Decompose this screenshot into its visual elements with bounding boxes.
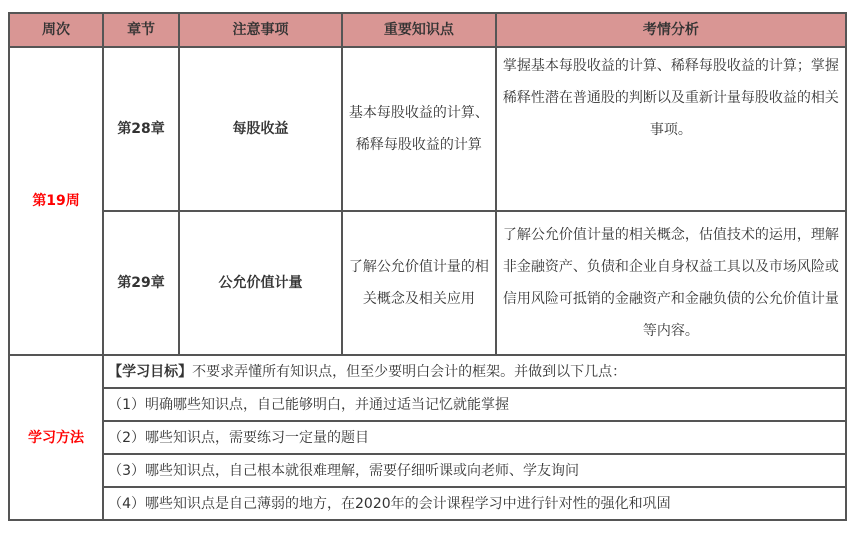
exam-analysis-cell: 了解公允价值计量的相关概念，估值技术的运用，理解非金融资产、负债和企业自身权益工具以及市场风险或信用风险可抵销的金融资产和金融负债的公允价值计量等内容。 bbox=[496, 211, 846, 355]
study-plan-container bbox=[8, 12, 847, 521]
chapter-cell: 第28章 bbox=[103, 47, 179, 211]
method-item-row bbox=[9, 454, 846, 487]
method-item-3: （3）哪些知识点，自己根本就很难理解，需要仔细听课或向老师、学友询问 bbox=[103, 454, 846, 487]
study-method-cell: 学习方法 bbox=[9, 355, 103, 520]
week-cell: 第19周 bbox=[9, 47, 103, 355]
method-item-4: （4）哪些知识点是自己薄弱的地方，在2020年的会计课程学习中进行针对性的强化和巩固 bbox=[103, 487, 846, 520]
method-item-2: （2）哪些知识点，需要练习一定量的题目 bbox=[103, 421, 846, 454]
study-goal-item bbox=[103, 355, 846, 388]
table-row-chapter-28 bbox=[9, 47, 846, 211]
table-row-chapter-29 bbox=[9, 211, 846, 355]
note-cell: 每股收益 bbox=[179, 47, 342, 211]
method-item-row bbox=[9, 388, 846, 421]
key-points-cell: 基本每股收益的计算、稀释每股收益的计算 bbox=[342, 47, 496, 211]
method-item-1: （1）明确哪些知识点，自己能够明白，并通过适当记忆就能掌握 bbox=[103, 388, 846, 421]
chapter-cell: 第29章 bbox=[103, 211, 179, 355]
header-exam-analysis: 考情分析 bbox=[496, 13, 846, 47]
header-notes: 注意事项 bbox=[179, 13, 342, 47]
key-points-cell: 了解公允价值计量的相关概念及相关应用 bbox=[342, 211, 496, 355]
method-goal-row bbox=[9, 355, 846, 388]
header-key-points: 重要知识点 bbox=[342, 13, 496, 47]
note-cell: 公允价值计量 bbox=[179, 211, 342, 355]
header-chapter: 章节 bbox=[103, 13, 179, 47]
study-plan-table bbox=[8, 12, 847, 521]
header-row bbox=[9, 13, 846, 47]
study-goal-text: 不要求弄懂所有知识点，但至少要明白会计的框架。并做到以下几点： bbox=[192, 363, 627, 380]
exam-analysis-cell: 掌握基本每股收益的计算、稀释每股收益的计算；掌握稀释性潜在普通股的判断以及重新计量每股收益的相关事项。 bbox=[496, 47, 846, 211]
study-goal-label: 【学习目标】 bbox=[108, 363, 193, 380]
method-item-row bbox=[9, 487, 846, 520]
header-week: 周次 bbox=[9, 13, 103, 47]
method-item-row bbox=[9, 421, 846, 454]
